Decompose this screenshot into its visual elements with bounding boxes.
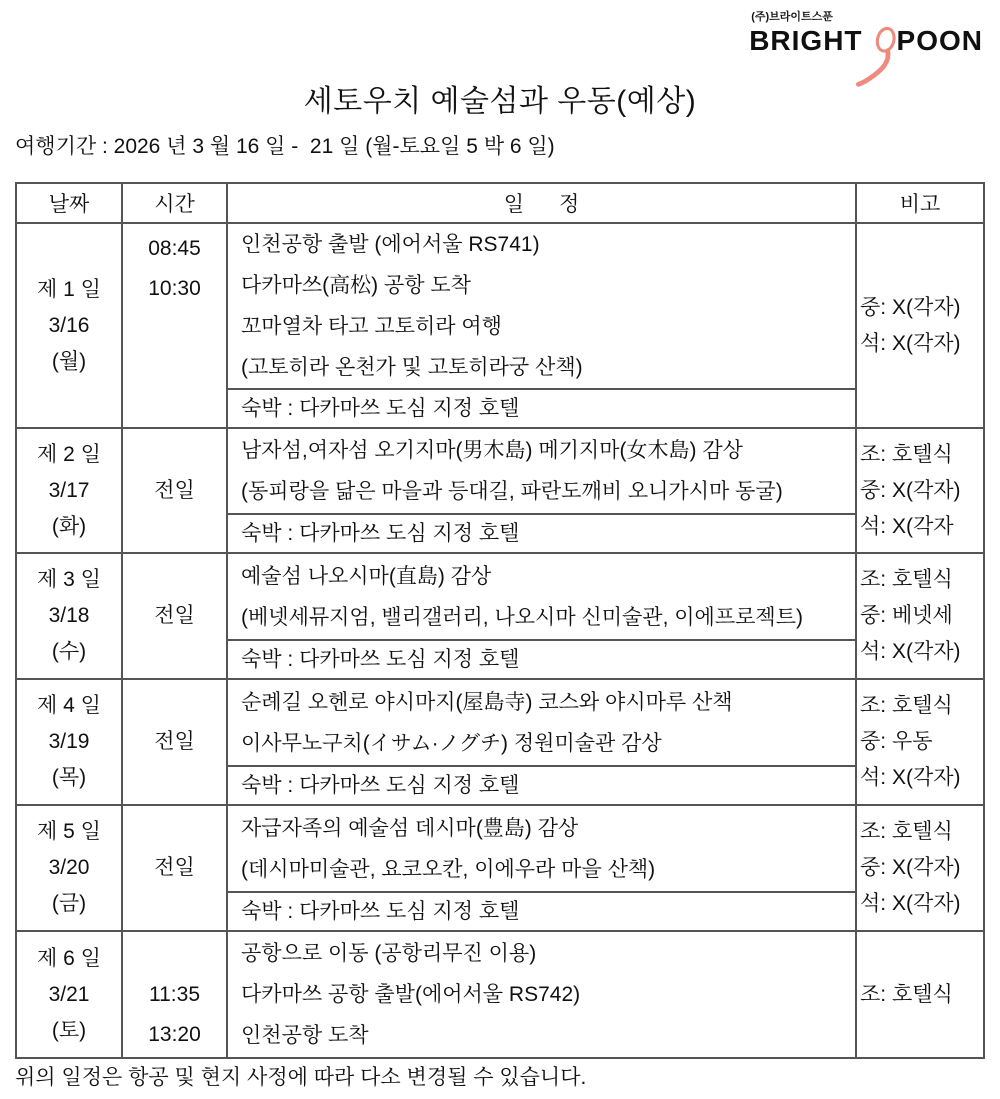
brand-logo	[749, 8, 983, 73]
lodging-cell: 숙박 : 다카마쓰 도심 지정 호텔	[227, 514, 856, 553]
table-header-row	[16, 183, 984, 223]
table-row-day1	[16, 223, 984, 389]
table-row-day6	[16, 931, 984, 1058]
note-cell: 조: 호텔식 중: X(각자) 석: X(각자	[856, 428, 984, 553]
itinerary-cell: 인천공항 출발 (에어서울 RS741) 다카마쓰(高松) 공항 도착 꼬마열차 타고 고토히라 여행 (고토히라 온천가 및 고토히라궁 산책)	[227, 223, 856, 389]
lodging-cell: 숙박 : 다카마쓰 도심 지정 호텔	[227, 389, 856, 428]
date-cell: 제 1 일 3/16 (월)	[16, 223, 122, 428]
itinerary-cell: 자급자족의 예술섬 데시마(豊島) 감상 (데시마미술관, 요코오칸, 이에우라 마을 산책)	[227, 805, 856, 892]
itinerary-cell: 공항으로 이동 (공항리무진 이용) 다카마쓰 공항 출발(에어서울 RS742) 인천공항 도착	[227, 931, 856, 1058]
brand-wordmark	[749, 26, 983, 73]
time-cell: 전일	[122, 553, 227, 679]
date-cell: 제 4 일 3/19 (목)	[16, 679, 122, 805]
header-date: 날짜	[16, 183, 122, 223]
time-cell: 11:35 13:20	[122, 931, 227, 1058]
table-row-day2	[16, 428, 984, 514]
header-note: 비고	[856, 183, 984, 223]
table-row-day4	[16, 679, 984, 766]
brand-text-right: POON	[896, 25, 983, 56]
time-cell: 전일	[122, 805, 227, 931]
date-cell: 제 3 일 3/18 (수)	[16, 553, 122, 679]
table-row-day3	[16, 553, 984, 640]
itinerary-cell: 순례길 오헨로 야시마지(屋島寺) 코스와 야시마루 산책 이사무노구치(イサム·ノグチ) 정원미술관 감상	[227, 679, 856, 766]
note-cell: 조: 호텔식 중: 우동 석: X(각자)	[856, 679, 984, 805]
date-cell: 제 2 일 3/17 (화)	[16, 428, 122, 553]
note-cell: 조: 호텔식	[856, 931, 984, 1058]
footer-disclaimer: 위의 일정은 항공 및 현지 사정에 따라 다소 변경될 수 있습니다.	[15, 1066, 587, 1089]
itinerary-cell: 예술섬 나오시마(直島) 감상 (베넷세뮤지엄, 밸리갤러리, 나오시마 신미술관, 이에프로젝트)	[227, 553, 856, 640]
time-cell: 08:45 10:30	[122, 223, 227, 428]
note-cell: 조: 호텔식 중: 베넷세 석: X(각자)	[856, 553, 984, 679]
lodging-cell: 숙박 : 다카마쓰 도심 지정 호텔	[227, 766, 856, 805]
note-cell: 조: 호텔식 중: X(각자) 석: X(각자)	[856, 805, 984, 931]
header-time: 시간	[122, 183, 227, 223]
lodging-cell: 숙박 : 다카마쓰 도심 지정 호텔	[227, 640, 856, 679]
table-row-day5	[16, 805, 984, 892]
itinerary-table	[15, 182, 985, 1059]
header-schedule: 일 정	[227, 183, 856, 223]
company-name: (주)브라이트스푼	[751, 11, 833, 23]
page-title: 세토우치 예술섬과 우동(예상)	[303, 85, 697, 118]
brand-text-left: BRIGHT	[749, 25, 863, 56]
time-cell: 전일	[122, 428, 227, 553]
note-cell: 중: X(각자) 석: X(각자)	[856, 223, 984, 428]
time-cell: 전일	[122, 679, 227, 805]
date-cell: 제 6 일 3/21 (토)	[16, 931, 122, 1058]
lodging-cell: 숙박 : 다카마쓰 도심 지정 호텔	[227, 892, 856, 931]
itinerary-cell: 남자섬,여자섬 오기지마(男木島) 메기지마(女木島) 감상 (동피랑을 닮은 마을과 등대길, 파란도깨비 오니가시마 동굴)	[227, 428, 856, 514]
travel-period: 여행기간 : 2026 년 3 월 16 일 - 21 일 (월-토요일 5 박 6 일)	[15, 135, 555, 158]
date-cell: 제 5 일 3/20 (금)	[16, 805, 122, 931]
